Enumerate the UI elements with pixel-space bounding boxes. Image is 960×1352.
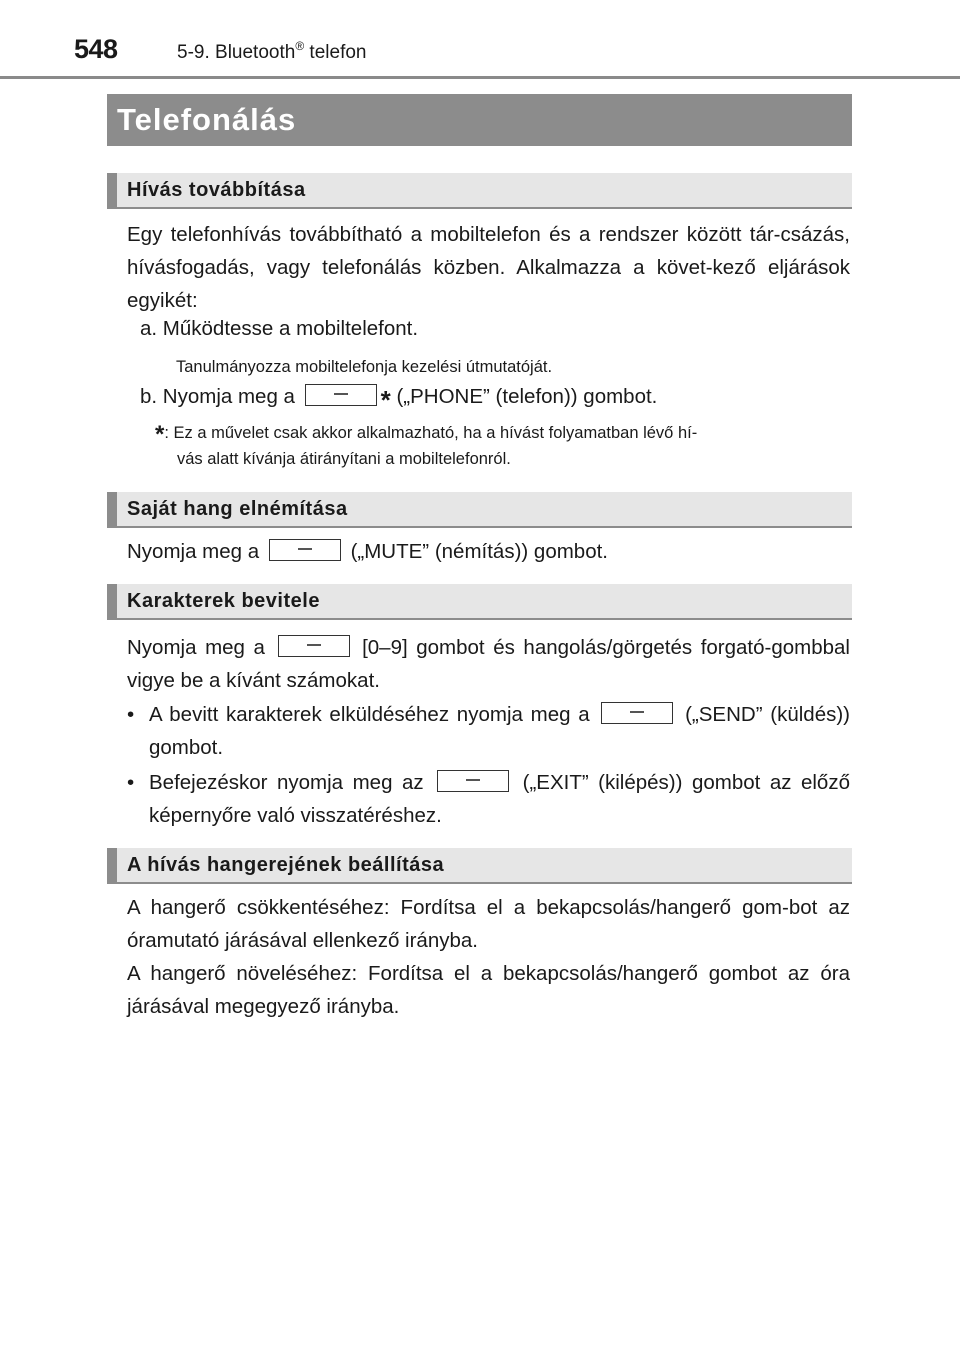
section-heading-input: Karakterek bevitele [107,584,852,620]
page-number: 548 [74,34,118,64]
volume-paragraph-1: A hangerő csökkentéséhez: Fordítsa el a bekapcsolás/hangerő gom-bot az óramutató járásával ellenkező irányba. [127,896,850,952]
digits-button-icon [278,635,350,657]
input-bullet-send [127,698,850,764]
page-header [0,0,960,80]
forward-footnote [155,421,850,472]
item-b-prefix: b. Nyomja meg a [140,385,295,408]
forward-item-a: a. Működtesse a mobiltelefont. [140,317,419,340]
forward-item-b [140,380,850,417]
phone-button-icon [305,384,377,406]
section-heading-mute: Saját hang elnémítása [107,492,852,528]
section-heading-forward: Hívás továbbítása [107,173,852,209]
footnote-asterisk: * [155,421,165,448]
mute-prefix: Nyomja meg a [127,540,260,563]
forward-intro: Egy telefonhívás továbbítható a mobiltelefon és a rendszer között tár-csázás, hívásfogadás, vagy telefonálás közben. Alkalmazza a követ-kező eljárások egyikét: [127,223,850,312]
item-b-suffix: („PHONE” (telefon)) gombot. [396,385,658,408]
input-paragraph [127,631,850,697]
asterisk-mark: * [380,385,391,415]
send-suffix: („SEND” (küldés)) gombot. [149,703,851,759]
exit-button-icon [437,770,509,792]
exit-suffix: („EXIT” (kilépés)) gombot az előző képernyőre való visszatéréshez. [149,771,850,827]
footnote-colon: : [164,424,169,442]
bullet-mark: • [127,771,135,794]
send-button-icon [601,702,673,724]
header-divider [0,76,960,79]
footnote-text-2: vás alatt kívánja átirányítani a mobiltelefonról. [177,450,511,468]
bullet-mark: • [127,703,135,726]
registered-mark: ® [295,39,305,53]
volume-paragraph-2: A hangerő növeléséhez: Fordítsa el a bekapcsolás/hangerő gombot az óra járásával megegyező irányba. [127,962,850,1018]
footnote-text-1: Ez a művelet csak akkor alkalmazható, ha a hívást folyamatban lévő hí- [168,424,698,442]
input-bullet-exit [127,766,850,832]
input-suffix: [0–9] gombot és hangolás/görgetés forgató-gombbal vigye be a kívánt számokat. [127,636,850,692]
mute-suffix: („MUTE” (némítás)) gombot. [350,540,608,563]
chapter-suffix: telefon [304,42,367,63]
send-prefix: A bevitt karakterek elküldéséhez nyomja meg a [149,703,590,726]
page-title: Telefonálás [107,94,852,146]
mute-paragraph [127,535,850,568]
input-prefix: Nyomja meg a [127,636,265,659]
mute-button-icon [269,539,341,561]
section-heading-volume: A hívás hangerejének beállítása [107,848,852,884]
chapter-label: 5-9. Bluetooth [177,42,296,63]
exit-prefix: Befejezéskor nyomja meg az [149,771,424,794]
forward-item-a-note: Tanulmányozza mobiltelefonja kezelési útmutatóját. [176,358,553,376]
chapter-title [177,39,367,64]
